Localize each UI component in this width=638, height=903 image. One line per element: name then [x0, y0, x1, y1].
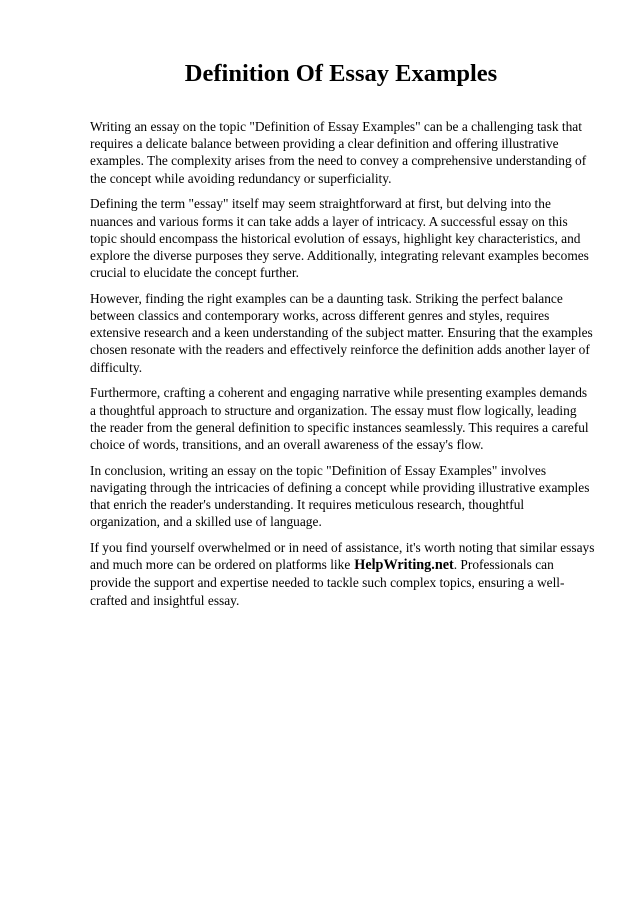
paragraph-6-after: . Professionals can provide the support and expertise needed to tackle such complex topics, ensuring a well-crafted and insightful essay.	[90, 557, 565, 608]
page-title: Definition Of Essay Examples	[184, 60, 498, 87]
paragraph-6-before: If you find yourself overwhelmed or in need of assistance, it's worth noting that similar essays and much more can be ordered on platforms like	[90, 539, 595, 573]
paragraph-1: Writing an essay on the topic "Definition of Essay Examples" can be a challenging task that requires a delicate balance between providing a clear definition and offering illustrative examples. The complexity arises from the need to convey a comprehensive understanding of the concept while avoiding redundancy or superficiality.	[90, 119, 587, 186]
document-body	[90, 118, 596, 617]
paragraph-2: Defining the term "essay" itself may seem straightforward at first, but delving into the nuances and various forms it can take adds a layer of intricacy. A successful essay on this topic should encompass the historical evolution of essays, highlight key characteristics, and explore the diverse purposes they serve. Additionally, integrating relevant examples becomes crucial to elucidate the concept further.	[90, 196, 589, 281]
paragraph-5: In conclusion, writing an essay on the topic "Definition of Essay Examples" involves navigating through the intricacies of defining a concept while providing illustrative examples that enrich the reader's understanding. It requires meticulous research, thoughtful organization, and a skilled use of language.	[90, 462, 590, 530]
paragraph-3: However, finding the right examples can be a daunting task. Striking the perfect balance between classics and contemporary works, across different genres and styles, requires extensive research and a keen understanding of the subject matter. Ensuring that the examples chosen resonate with the readers and effectively reinforce the definition adds another layer of difficulty.	[90, 290, 593, 375]
paragraph-6	[90, 539, 596, 609]
paragraph-4: Furthermore, crafting a coherent and engaging narrative while presenting examples demands a thoughtful approach to structure and organization. The essay must flow logically, leading the reader from the general definition to specific instances seamlessly. This requires a careful choice of words, transitions, and an overall awareness of the essay's flow.	[90, 385, 589, 452]
brand-name: HelpWriting.net	[354, 557, 454, 574]
